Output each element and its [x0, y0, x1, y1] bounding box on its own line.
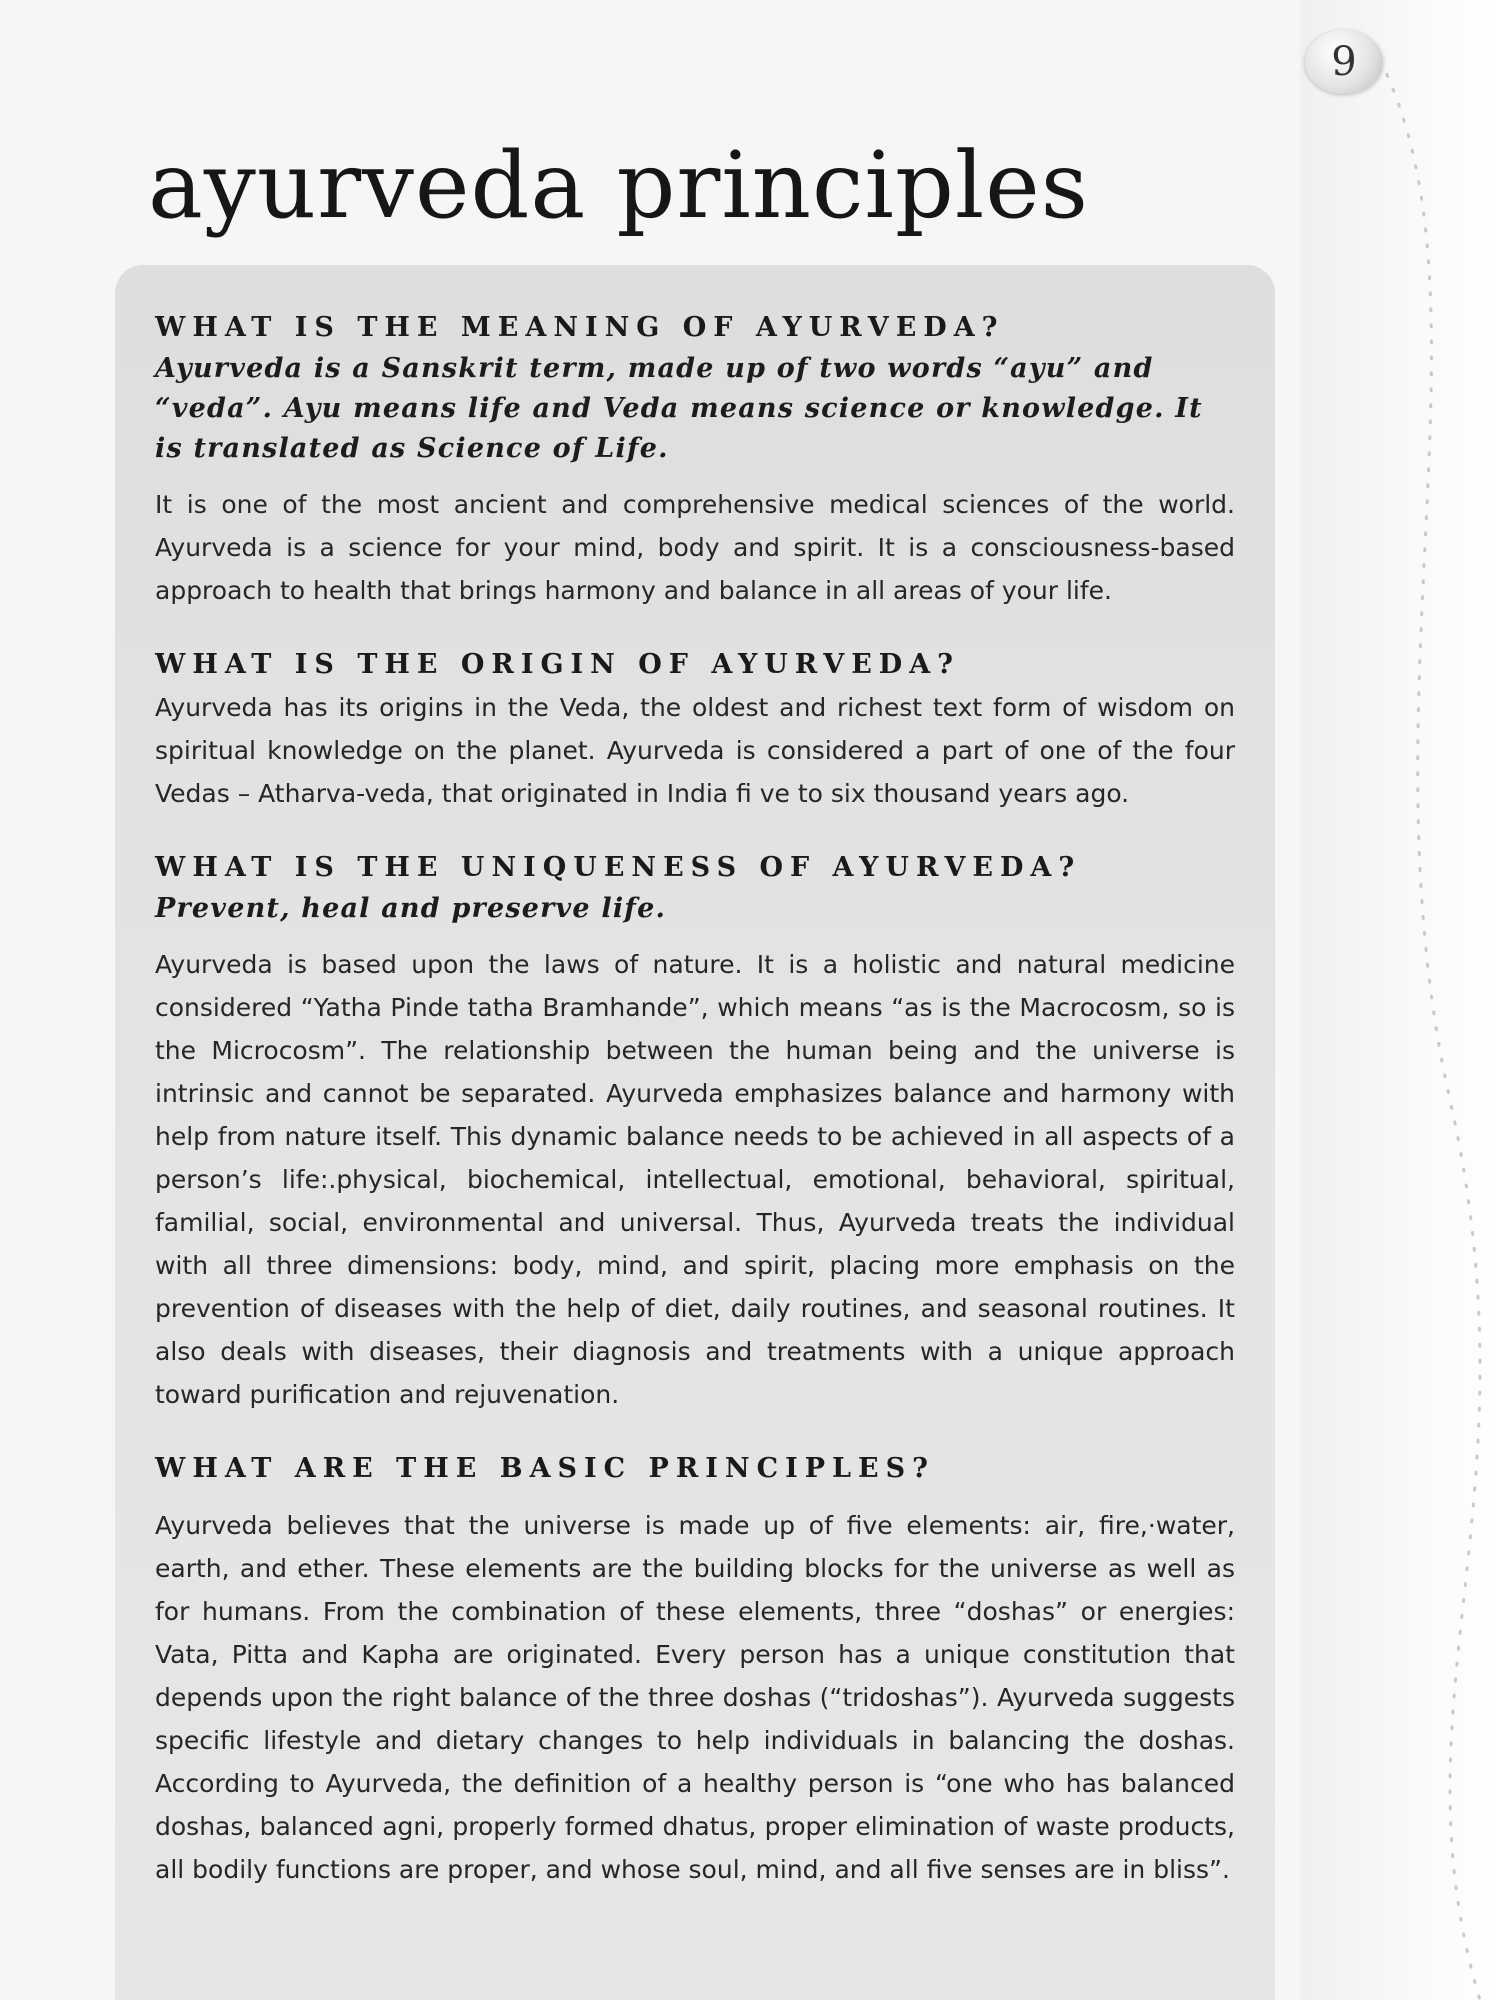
section-heading: WHAT ARE THE BASIC PRINCIPLES?	[155, 1453, 935, 1484]
section-lead: Ayurveda is a Sanskrit term, made up of two words “ayu” and “veda”. Ayu means life and Veda means science or knowledge. It is translated as Science of Life.	[155, 353, 1203, 464]
page-number: 9	[1331, 39, 1357, 85]
section-basic-principles	[155, 1448, 1275, 1891]
section-body: Ayurveda has its origins in the Veda, the oldest and richest text form of wisdom on spiritual knowledge on the planet. Ayurveda is considered a part of one of the four Vedas – Atharva-veda, that originated in India fi ve to six thousand years ago.	[155, 693, 1235, 808]
page-number-badge	[1305, 30, 1383, 94]
section-body: Ayurveda is based upon the laws of nature. It is a holistic and natural medicine considered “Yatha Pinde tatha Bramhande”, which means “as is the Macrocosm, so is the Microcosm”. The relationship between the human being and the universe is intrinsic and cannot be separated. Ayurveda emphasizes balance and harmony with help from nature itself. This dynamic balance needs to be achieved in all aspects of a person’s life:.physical, biochemical, intellectual, emotional, behavioral, spiritual, familial, social, environmental and universal. Thus, Ayurveda treats the individual with all three dimensions: body, mind, and spirit, placing more emphasis on the prevention of diseases with the help of diet, daily routines, and seasonal routines. It also deals with diseases, their diagnosis and treatments with a unique approach toward purification and rejuvenation.	[155, 950, 1235, 1409]
section-lead: Prevent, heal and preserve life.	[155, 893, 667, 924]
section-heading: WHAT IS THE UNIQUENESS OF AYURVEDA?	[155, 852, 1082, 883]
section-heading: WHAT IS THE ORIGIN OF AYURVEDA?	[155, 649, 960, 680]
section-uniqueness	[155, 847, 1275, 1416]
section-meaning	[155, 307, 1275, 612]
content-panel	[115, 265, 1275, 2000]
decorative-dotted-curve	[1240, 0, 1500, 2000]
page-title: ayurveda principles	[148, 132, 1089, 239]
section-body: It is one of the most ancient and comprehensive medical sciences of the world. Ayurveda is a science for your mind, body and spirit. It is a consciousness-based approach to health that brings harmony and balance in all areas of your life.	[155, 490, 1235, 605]
section-origin	[155, 644, 1275, 815]
section-body: Ayurveda believes that the universe is made up of five elements: air, fire,·water, earth, and ether. These elements are the building blocks for the universe as well as for humans. From the combination of these elements, three “doshas” or energies: Vata, Pitta and Kapha are originated. Every person has a unique constitution that depends upon the right balance of the three doshas (“tridoshas”). Ayurveda suggests specific lifestyle and dietary changes to help individuals in balancing the doshas. According to Ayurveda, the definition of a healthy person is “one who has balanced doshas, balanced agni, properly formed dhatus, proper elimination of waste products, all bodily functions are proper, and whose soul, mind, and all five senses are in bliss”.	[155, 1511, 1235, 1884]
section-heading: WHAT IS THE MEANING OF AYURVEDA?	[155, 312, 1005, 343]
